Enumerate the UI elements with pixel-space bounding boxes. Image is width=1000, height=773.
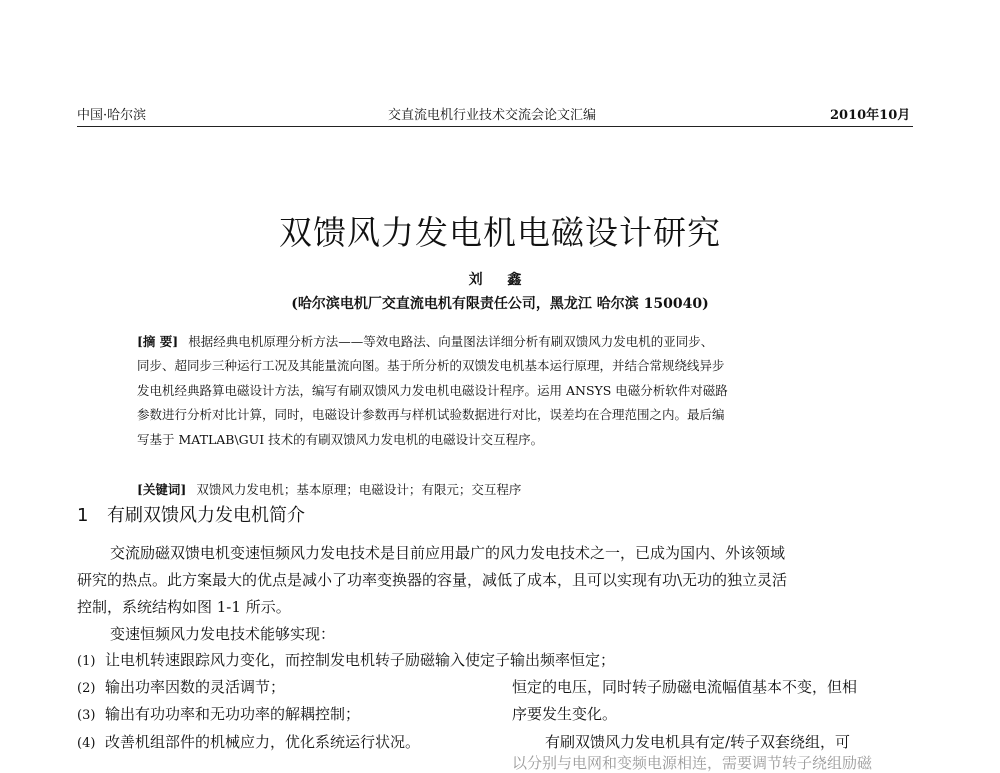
keywords-label: [关键词]: [137, 482, 187, 497]
abstract-line: [137, 332, 713, 350]
keywords-text: 双馈风力发电机；基本原理；电磁设计；有限元；交互程序: [196, 482, 522, 497]
abstract-label: [摘 要]: [137, 334, 179, 349]
body-line: 控制，系统结构如图 1-1 所示。: [77, 598, 291, 616]
affiliation: (哈尔滨电机厂交直流电机有限责任公司，黑龙江 哈尔滨 150040): [291, 296, 709, 312]
list-item: [77, 676, 285, 697]
abstract-line: 写基于 MATLAB\GUI 技术的有刷双馈风力发电机的电磁设计交互程序。: [137, 432, 544, 447]
author: 刘 鑫: [468, 272, 532, 288]
list-item-number: (4): [77, 736, 96, 751]
body-line: 交流励磁双馈电机变速恒频风力发电技术是目前应用最广的风力发电技术之一，已成为国内、外该领域: [110, 544, 786, 562]
list-item-number: (3): [77, 708, 96, 723]
header-date: 2010年10月: [830, 108, 911, 123]
section-heading: [77, 501, 305, 527]
abstract-line: 参数进行分析对比计算，同时，电磁设计参数再与样机试验数据进行对比，误差均在合理范围之内。最后编: [137, 407, 725, 422]
right-column-line: 恒定的电压，同时转子励磁电流幅值基本不变，但相: [512, 678, 858, 696]
list-item: [77, 731, 420, 752]
paper-title: 双馈风力发电机电磁设计研究: [279, 213, 721, 252]
list-item-text: 输出功率因数的灵活调节；: [105, 678, 286, 696]
abstract-text: 根据经典电机原理分析方法——等效电路法、向量图法详细分析有刷双馈风力发电机的亚同步、: [188, 334, 714, 349]
keywords-line: [137, 480, 521, 498]
section-number: 1: [77, 505, 89, 526]
abstract-line: 同步、超同步三种运行工况及其能量流向图。基于所分析的双馈发电机基本运行原理，并结合常规绕线异步: [137, 358, 725, 373]
header-proceedings-title: 交直流电机行业技术交流会论文汇编: [388, 108, 597, 123]
body-line: 变速恒频风力发电技术能够实现：: [110, 625, 336, 643]
section-title: 有刷双馈风力发电机简介: [107, 505, 305, 526]
body-line: 研究的热点。此方案最大的优点是减小了功率变换器的容量，减低了成本，且可以实现有功\无功的独立灵活: [77, 571, 788, 589]
list-item-number: (2): [77, 681, 96, 696]
right-column-line: 序要发生变化。: [512, 705, 618, 723]
list-item-text: 输出有功功率和无功功率的解耦控制；: [105, 705, 361, 723]
list-item: [77, 649, 615, 670]
header-location: 中国·哈尔滨: [77, 108, 147, 123]
right-column-line: 以分别与电网和变频电源相连，需要调节转子绕组励磁: [512, 754, 873, 772]
list-item-number: (1): [77, 654, 96, 669]
header-rule: [77, 126, 913, 127]
list-item: [77, 703, 360, 724]
abstract-line: 发电机经典路算电磁设计方法，编写有刷双馈风力发电机电磁设计程序。运用 ANSYS 电磁分析软件对磁路: [137, 383, 728, 398]
list-item-text: 改善机组部件的机械应力，优化系统运行状况。: [105, 733, 421, 751]
right-column-line: 有刷双馈风力发电机具有定/转子双套绕组，可: [545, 733, 851, 751]
list-item-text: 让电机转速跟踪风力变化，而控制发电机转子励磁输入使定子输出频率恒定；: [105, 651, 616, 669]
